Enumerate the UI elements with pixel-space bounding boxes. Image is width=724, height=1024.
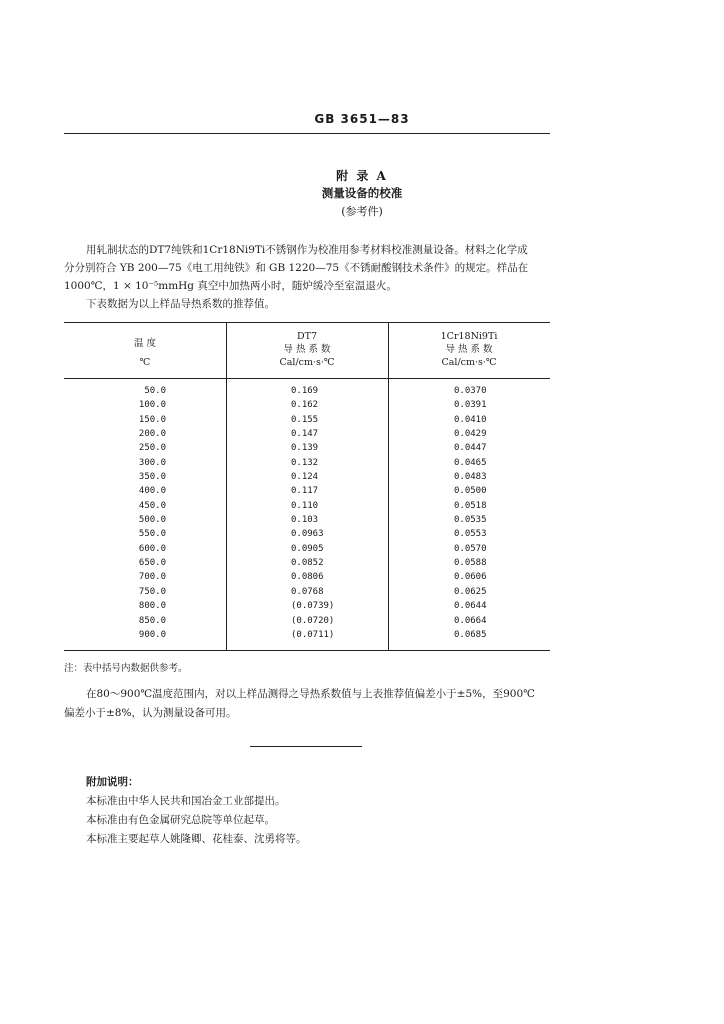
- temperature-cell: 50.0: [144, 386, 166, 396]
- dt7-cell: 0.155: [291, 414, 319, 425]
- dt7-cell: 0.117: [291, 486, 319, 497]
- table-row: [64, 400, 550, 414]
- temperature-cell: 450.0: [138, 500, 166, 511]
- dt7-cell: 0.0768: [291, 586, 324, 597]
- stainless-cell: 0.0483: [454, 472, 487, 483]
- dt7-cell: 0.110: [291, 500, 319, 511]
- temperature-cell: 400.0: [138, 486, 166, 497]
- temperature-cell: 850.0: [138, 615, 166, 626]
- table-row: [64, 472, 550, 486]
- temperature-cell: 550.0: [138, 529, 166, 540]
- dt7-cell: (0.0720): [291, 615, 335, 626]
- intro-line-1: 用轧制状态的DT7纯铁和1Cr18Ni9Ti不锈钢作为校准用参考材料校准测量设备。材料之化学成: [86, 244, 528, 256]
- table-row: [64, 572, 550, 586]
- dt7-cell: 0.169: [291, 386, 319, 396]
- stainless-cell: 0.0465: [454, 457, 487, 468]
- additional-notes: [86, 773, 307, 849]
- stainless-cell: 0.0685: [454, 629, 487, 640]
- intro-line-3: 1000℃，1 × 10⁻⁵mmHg 真空中加热两小时，随炉缓冷至室温退火。: [64, 280, 397, 292]
- stainless-cell: 0.0429: [454, 429, 487, 440]
- stainless-cell: 0.0625: [454, 586, 487, 597]
- table-note: 注：表中括号内数据供参考。: [64, 663, 188, 674]
- stainless-cell: 0.0447: [454, 443, 487, 454]
- stainless-cell: 0.0553: [454, 529, 487, 540]
- table-row: [64, 515, 550, 529]
- table-body: [64, 386, 550, 644]
- dt7-cell: 0.139: [291, 443, 319, 454]
- stainless-cell: 0.0535: [454, 515, 487, 526]
- dt7-cell: 0.124: [291, 472, 319, 483]
- stainless-cell: 0.0500: [454, 486, 487, 497]
- closing-paragraph: [64, 685, 554, 723]
- end-rule: [250, 746, 362, 747]
- table-header-rule: [64, 378, 550, 379]
- stainless-cell: 0.0391: [454, 400, 487, 411]
- additional-line-1: 本标准由中华人民共和国冶金工业部提出。: [86, 795, 286, 807]
- table-row: [64, 486, 550, 500]
- table-row: [64, 587, 550, 601]
- additional-heading: 附加说明：: [86, 776, 139, 788]
- header-temperature: 温 度 ℃: [133, 338, 157, 368]
- table-row: [64, 529, 550, 543]
- temperature-cell: 200.0: [138, 429, 166, 440]
- table-row: [64, 429, 550, 443]
- header-1cr18ni9ti: 1Cr18Ni9Ti 导 热 系 数 Cal/cm·s·℃: [440, 331, 498, 368]
- dt7-cell: 0.0806: [291, 572, 324, 583]
- appendix-title: 测量设备的校准: [321, 186, 403, 200]
- temperature-cell: 250.0: [138, 443, 166, 454]
- table-bottom-rule: [64, 650, 550, 651]
- temperature-cell: 750.0: [138, 586, 166, 597]
- stainless-cell: 0.0606: [454, 572, 487, 583]
- table-row: [64, 544, 550, 558]
- table-top-rule: [64, 322, 550, 323]
- dt7-cell: (0.0739): [291, 601, 335, 612]
- stainless-cell: 0.0410: [454, 414, 487, 425]
- intro-paragraph: [64, 241, 552, 313]
- stainless-cell: 0.0644: [454, 601, 487, 612]
- temperature-cell: 150.0: [138, 414, 166, 425]
- temperature-cell: 100.0: [138, 400, 166, 411]
- header-rule: [64, 133, 550, 134]
- temperature-cell: 650.0: [138, 558, 166, 569]
- dt7-cell: 0.0852: [291, 558, 324, 569]
- stainless-cell: 0.0518: [454, 500, 487, 511]
- temperature-cell: 800.0: [138, 601, 166, 612]
- dt7-cell: 0.132: [291, 457, 319, 468]
- stainless-cell: 0.0370: [454, 386, 487, 396]
- table-row: [64, 458, 550, 472]
- dt7-cell: 0.0963: [291, 529, 324, 540]
- table-row: [64, 501, 550, 515]
- temperature-cell: 300.0: [138, 457, 166, 468]
- table-row: [64, 443, 550, 457]
- temperature-cell: 700.0: [138, 572, 166, 583]
- dt7-cell: 0.103: [291, 515, 319, 526]
- table-row: [64, 415, 550, 429]
- dt7-cell: 0.0905: [291, 543, 324, 554]
- dt7-cell: 0.162: [291, 400, 319, 411]
- table-row: [64, 601, 550, 615]
- temperature-cell: 900.0: [138, 629, 166, 640]
- appendix-subtitle: (参考件): [341, 205, 383, 218]
- dt7-cell: (0.0711): [291, 629, 335, 640]
- standard-number: GB 3651—83: [314, 112, 410, 126]
- stainless-cell: 0.0664: [454, 615, 487, 626]
- closing-line-2: 偏差小于±8%，认为测量设备可用。: [64, 707, 237, 719]
- temperature-cell: 500.0: [138, 515, 166, 526]
- table-row: [64, 386, 550, 400]
- header-dt7: DT7 导 热 系 数 Cal/cm·s·℃: [279, 331, 335, 368]
- appendix-label: 附 录 A: [336, 169, 388, 183]
- intro-line-2: 分分别符合 YB 200—75《电工用纯铁》和 GB 1220—75《不锈耐酸钢技术条件》的规定。样品在: [64, 262, 529, 274]
- stainless-cell: 0.0570: [454, 543, 487, 554]
- temperature-cell: 600.0: [138, 543, 166, 554]
- closing-line-1: 在80～900℃温度范围内，对以上样品测得之导热系数值与上表推荐值偏差小于±5%，至900℃: [86, 688, 535, 700]
- intro-line-4: 下表数据为以上样品导热系数的推荐值。: [86, 298, 275, 310]
- table-row: [64, 630, 550, 644]
- additional-line-2: 本标准由有色金属研究总院等单位起草。: [86, 814, 275, 826]
- temperature-cell: 350.0: [138, 472, 166, 483]
- table-row: [64, 616, 550, 630]
- additional-line-3: 本标准主要起草人姚隆卿、花桂泰、沈勇将等。: [86, 833, 307, 845]
- dt7-cell: 0.147: [291, 429, 319, 440]
- stainless-cell: 0.0588: [454, 558, 487, 569]
- table-row: [64, 558, 550, 572]
